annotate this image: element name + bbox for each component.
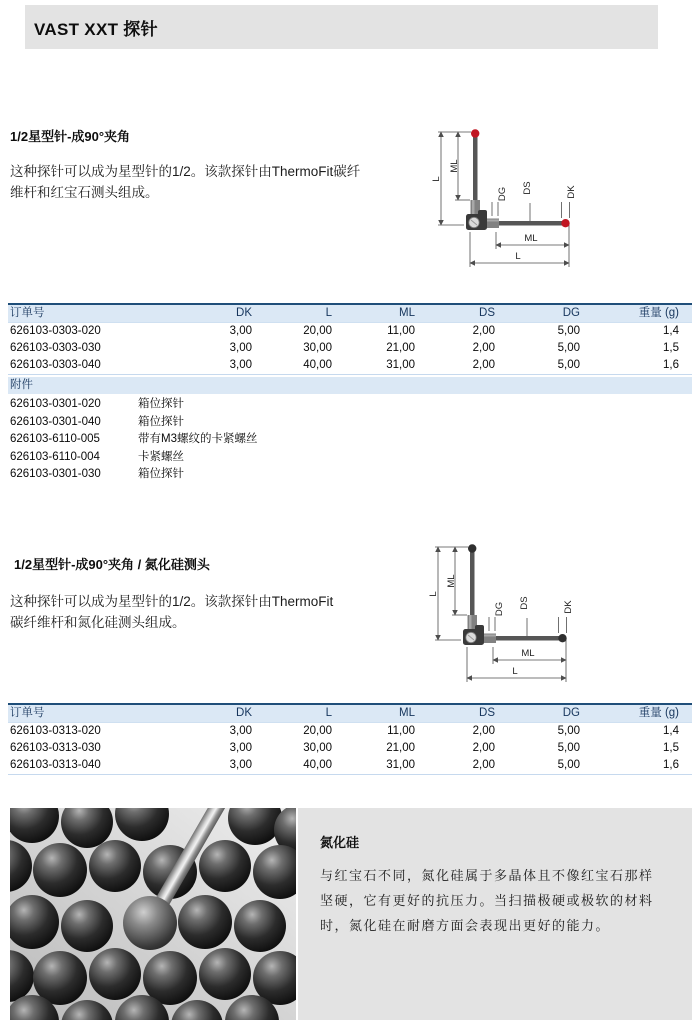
label-ML-horizontal: ML <box>521 648 535 659</box>
value-ml: 11,00 <box>387 325 415 337</box>
label-L-vertical: L <box>431 176 442 182</box>
col-header-dg: DG <box>562 707 580 719</box>
value-ds: 2,00 <box>472 725 495 737</box>
value-dg: 5,00 <box>557 725 580 737</box>
col-header-order-number: 订单号 <box>10 707 45 719</box>
accessory-number: 626103-6110-005 <box>10 433 100 445</box>
ceramic-balls-image <box>10 808 296 1020</box>
col-header-dk: DK <box>236 307 252 319</box>
page-header <box>25 5 658 49</box>
value-weight: 1,5 <box>663 342 679 354</box>
value-ml: 11,00 <box>387 725 415 737</box>
label-L-horizontal: L <box>515 251 521 262</box>
label-DG: DG <box>497 186 508 202</box>
table-row <box>8 357 692 374</box>
order-number: 626103-0313-020 <box>10 725 101 737</box>
col-header-weight: 重量 (g) <box>638 307 679 319</box>
value-dg: 5,00 <box>557 325 580 337</box>
section1-description: 这种探针可以成为星型针的1/2。该款探针由ThermoFit碳纤维杆和红宝石测头组成。 <box>10 164 361 200</box>
value-ds: 2,00 <box>472 342 495 354</box>
col-header-ds: DS <box>479 307 495 319</box>
table-row <box>8 740 692 757</box>
value-ds: 2,00 <box>472 742 495 754</box>
stylus-tip-ball-top <box>468 544 476 552</box>
table-header-row <box>8 305 692 323</box>
order-number: 626103-0303-030 <box>10 342 101 354</box>
stylus-ball <box>123 896 177 950</box>
col-header-order-number: 订单号 <box>10 307 45 319</box>
accessory-item <box>8 449 692 467</box>
value-ds: 2,00 <box>472 359 495 371</box>
accessories-header-band <box>8 377 692 394</box>
value-ml: 31,00 <box>386 759 415 771</box>
accessory-description: 卡紧螺丝 <box>138 450 184 463</box>
order-number: 626103-0313-040 <box>10 759 101 771</box>
label-DK: DK <box>563 600 574 614</box>
value-dk: 3,00 <box>229 325 252 337</box>
accessories-header-label: 附件 <box>10 379 33 391</box>
section1-title: 1/2星型针-成90°夹角 <box>10 129 131 144</box>
info-panel-title: 氮化硅 <box>320 835 360 850</box>
section2-description: 这种探针可以成为星型针的1/2。该款探针由ThermoFit碳纤维杆和氮化硅测头组成。 <box>10 594 334 630</box>
page-title: VAST XXT 探针 <box>34 19 158 39</box>
accessory-item <box>8 466 692 484</box>
table-header-row <box>8 705 692 723</box>
col-header-l: L <box>325 307 332 319</box>
section2-title: 1/2星型针-成90°夹角 / 氮化硅测头 <box>14 557 210 572</box>
value-ml: 21,00 <box>386 742 415 754</box>
value-dg: 5,00 <box>557 759 580 771</box>
value-weight: 1,5 <box>663 742 679 754</box>
value-l: 30,00 <box>303 742 332 754</box>
value-dk: 3,00 <box>229 759 252 771</box>
label-L-vertical: L <box>428 591 439 597</box>
label-L-horizontal: L <box>512 666 518 677</box>
value-ds: 2,00 <box>472 325 495 337</box>
label-DG: DG <box>494 601 505 617</box>
product-table-silicon-nitride <box>8 703 692 775</box>
col-header-dg: DG <box>562 307 580 319</box>
accessory-number: 626103-0301-030 <box>10 468 101 480</box>
col-header-ml: ML <box>399 307 415 319</box>
value-l: 20,00 <box>303 725 332 737</box>
probe-diagram-silicon-nitride <box>427 527 667 692</box>
label-DK: DK <box>566 185 577 199</box>
value-l: 40,00 <box>303 759 332 771</box>
value-dg: 5,00 <box>557 359 580 371</box>
value-ml: 31,00 <box>386 359 415 371</box>
order-number: 626103-0313-030 <box>10 742 101 754</box>
info-panel <box>298 808 692 1020</box>
order-number: 626103-0303-020 <box>10 325 101 337</box>
dimension-labels <box>431 159 577 262</box>
silicon-nitride-photo <box>10 808 296 1020</box>
accessory-item <box>8 396 692 414</box>
value-dg: 5,00 <box>557 342 580 354</box>
col-header-ds: DS <box>479 707 495 719</box>
stylus-tip-ball-top <box>471 129 479 137</box>
label-ML-vertical: ML <box>449 159 460 173</box>
accessory-description: 箱位探针 <box>138 415 184 428</box>
col-header-l: L <box>325 707 332 719</box>
stylus-tip-ball-side <box>558 634 566 642</box>
info-panel-body: 与红宝石不同，氮化硅属于多晶体且不像红宝石那样坚硬，它有更好的抗压力。当扫描极硬或极软的材料时，氮化硅在耐磨方面会表现出更好的能力。 <box>320 868 654 933</box>
accessory-item <box>8 431 692 449</box>
col-header-ml: ML <box>399 707 415 719</box>
product-table-ruby <box>8 303 692 375</box>
accessory-number: 626103-0301-020 <box>10 398 101 410</box>
value-dk: 3,00 <box>229 725 252 737</box>
table-row <box>8 323 692 340</box>
accessory-description: 箱位探针 <box>138 398 184 410</box>
value-weight: 1,4 <box>663 725 679 737</box>
col-header-weight: 重量 (g) <box>638 707 679 719</box>
accessories-list <box>8 396 692 484</box>
probe-diagram-ruby <box>430 112 670 277</box>
label-DS: DS <box>522 181 533 195</box>
col-header-dk: DK <box>236 707 252 719</box>
order-number: 626103-0303-040 <box>10 359 101 371</box>
value-dk: 3,00 <box>229 742 252 754</box>
accessory-description: 带有M3螺纹的卡紧螺丝 <box>138 433 258 445</box>
accessory-description: 箱位探针 <box>138 468 184 480</box>
table-row <box>8 723 692 740</box>
label-ML-vertical: ML <box>446 574 457 588</box>
value-l: 20,00 <box>303 325 332 337</box>
value-l: 30,00 <box>303 342 332 354</box>
value-dk: 3,00 <box>229 342 252 354</box>
table-row <box>8 757 692 774</box>
accessory-number: 626103-6110-004 <box>10 450 100 463</box>
value-dk: 3,00 <box>229 359 252 371</box>
value-l: 40,00 <box>303 359 332 371</box>
stylus-tip-ball-side <box>561 219 569 227</box>
accessory-item <box>8 414 692 432</box>
probe-body <box>463 544 567 645</box>
label-DS: DS <box>519 596 530 610</box>
probe-body <box>466 129 570 230</box>
accessory-number: 626103-0301-040 <box>10 415 101 428</box>
table-row <box>8 340 692 357</box>
label-ML-horizontal: ML <box>524 233 538 244</box>
value-weight: 1,4 <box>663 325 679 337</box>
value-weight: 1,6 <box>663 359 679 371</box>
dimension-labels <box>428 574 574 677</box>
value-dg: 5,00 <box>557 742 580 754</box>
value-ds: 2,00 <box>472 759 495 771</box>
value-ml: 21,00 <box>386 342 415 354</box>
value-weight: 1,6 <box>663 759 679 771</box>
